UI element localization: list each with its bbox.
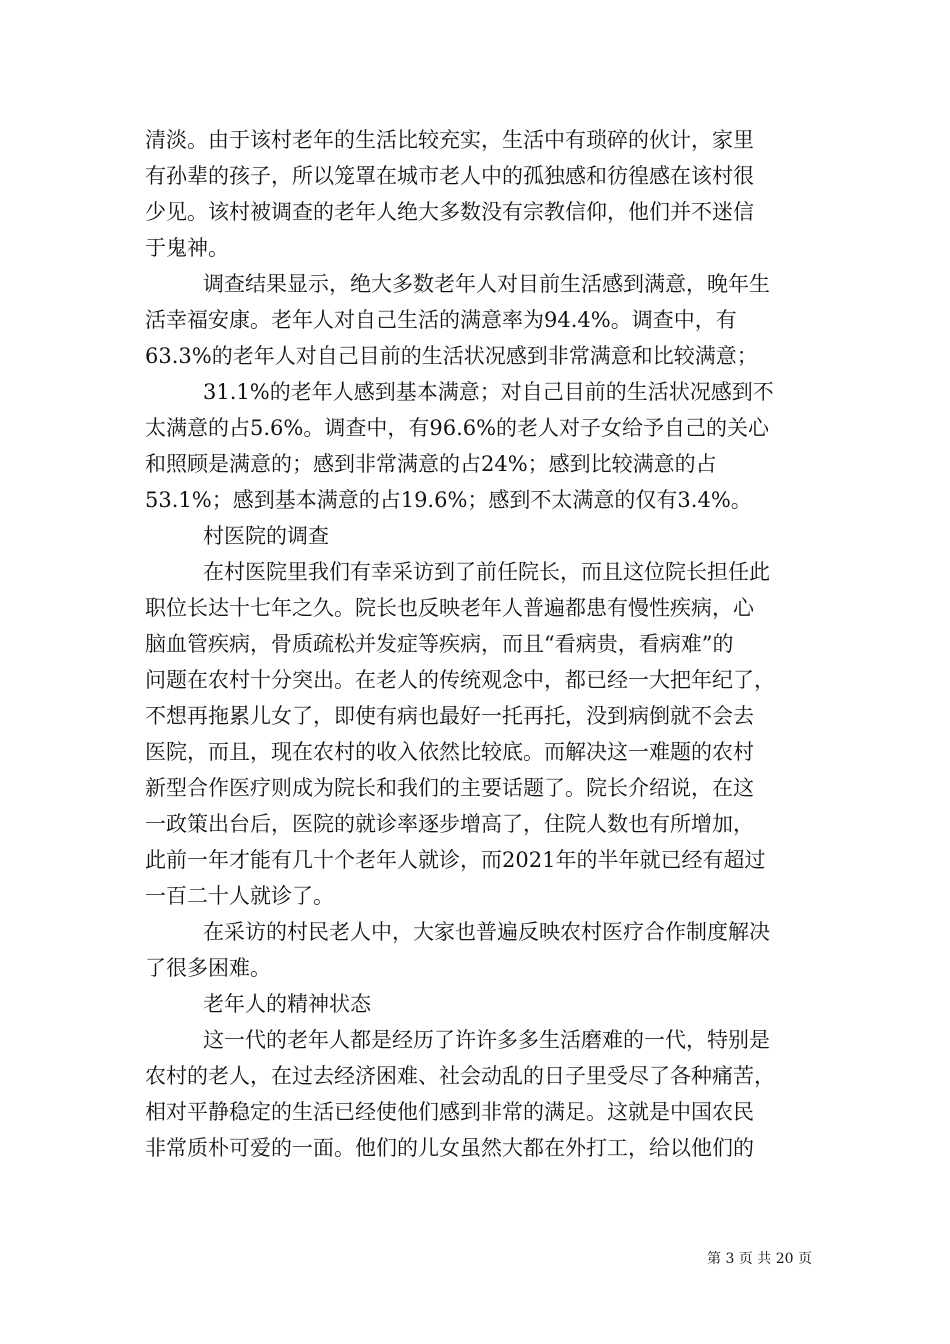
- text-line: 有孙辈的孩子，所以笼罩在城市老人中的孤独感和彷徨感在该村很: [145, 164, 754, 188]
- text-line: 31.1%的老年人感到基本满意；对自己目前的生活状况感到不: [203, 380, 774, 404]
- text-line: 63.3%的老年人对自己目前的生活状况感到非常满意和比较满意；: [145, 344, 758, 368]
- text-line: 活幸福安康。老年人对自己生活的满意率为94.4%。调查中，有: [145, 308, 737, 332]
- text-line: 调查结果显示，绝大多数老年人对目前生活感到满意，晚年生: [203, 272, 770, 296]
- text-line: 此前一年才能有几十个老年人就诊，而2021年的半年就已经有超过: [145, 848, 766, 872]
- text-line: 53.1%；感到基本满意的占19.6%；感到不太满意的仅有3.4%。: [145, 488, 752, 512]
- text-line: 脑血管疾病，骨质疏松并发症等疾病，而且“看病贵，看病难”的: [145, 632, 734, 656]
- text-line: 于鬼神。: [145, 236, 229, 260]
- text-line: 问题在农村十分突出。在老人的传统观念中，都已经一大把年纪了，: [145, 668, 775, 692]
- page-number: 第 3 页 共 20 页: [707, 1251, 812, 1267]
- text-line: 一政策出台后，医院的就诊率逐步增高了，住院人数也有所增加，: [145, 812, 754, 836]
- text-line: 清淡。由于该村老年的生活比较充实，生活中有琐碎的伙计，家里: [145, 128, 754, 152]
- text-line: 在村医院里我们有幸采访到了前任院长，而且这位院长担任此: [203, 560, 770, 584]
- text-line: 相对平静稳定的生活已经使他们感到非常的满足。这就是中国农民: [145, 1100, 754, 1124]
- text-line: 新型合作医疗则成为院长和我们的主要话题了。院长介绍说，在这: [145, 776, 754, 800]
- text-line: 职位长达十七年之久。院长也反映老年人普遍都患有慢性疾病，心: [145, 596, 754, 620]
- text-line: 一百二十人就诊了。: [145, 884, 334, 908]
- text-line: 了很多困难。: [145, 956, 271, 980]
- text-line: 非常质朴可爱的一面。他们的儿女虽然大都在外打工，给以他们的: [145, 1136, 754, 1160]
- section-heading: 村医院的调查: [203, 524, 329, 548]
- section-heading: 老年人的精神状态: [203, 992, 371, 1016]
- text-line: 少见。该村被调查的老年人绝大多数没有宗教信仰，他们并不迷信: [145, 200, 754, 224]
- text-line: 这一代的老年人都是经历了许许多多生活磨难的一代，特别是: [203, 1028, 770, 1052]
- document-body: [145, 122, 810, 1166]
- text-line: 在采访的村民老人中，大家也普遍反映农村医疗合作制度解决: [203, 920, 770, 944]
- text-line: 农村的老人，在过去经济困难、社会动乱的日子里受尽了各种痛苦，: [145, 1064, 775, 1088]
- text-line: 不想再拖累儿女了，即使有病也最好一托再托，没到病倒就不会去: [145, 704, 754, 728]
- text-line: 太满意的占5.6%。调查中，有96.6%的老人对子女给予自己的关心: [145, 416, 770, 440]
- text-line: 医院，而且，现在农村的收入依然比较底。而解决这一难题的农村: [145, 740, 754, 764]
- text-line: 和照顾是满意的；感到非常满意的占24%；感到比较满意的占: [145, 452, 717, 476]
